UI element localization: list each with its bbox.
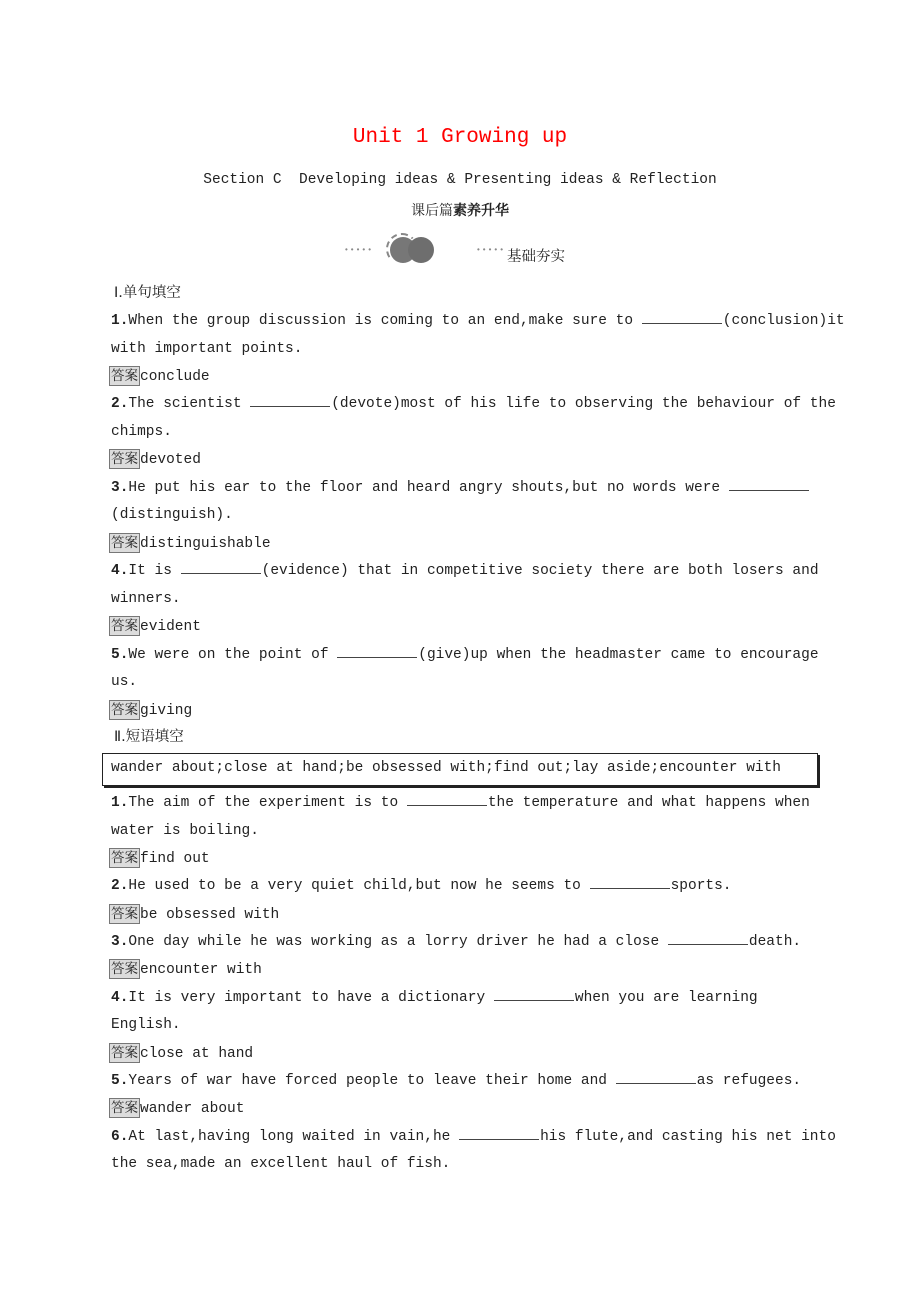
section1-heading: Ⅰ.单句填空	[114, 285, 181, 301]
s1-q3-line2: (distinguish).	[111, 507, 233, 523]
answer-tag: 答案	[111, 368, 138, 384]
answer-blank[interactable]	[668, 932, 748, 945]
subhead-normal: 课后篇	[411, 203, 453, 219]
dots-right-icon: •••••	[476, 246, 506, 255]
question-text: He put his ear to the floor and heard angry shouts,but no words were	[128, 480, 729, 496]
question-text: (devote)most of his life to observing the behaviour of the	[331, 396, 836, 412]
question-number: 2.	[111, 878, 129, 894]
question-number: 5.	[111, 647, 129, 663]
s2-q4-line1	[111, 988, 758, 1008]
s2-q2-answer	[109, 904, 279, 925]
question-text: (give)up when the headmaster came to encourage	[418, 647, 819, 663]
s2-q1-line2: water is boiling.	[111, 823, 259, 839]
question-number: 6.	[111, 1129, 129, 1145]
s1-q3-line1	[111, 478, 810, 498]
s1-q2-answer	[109, 449, 201, 470]
question-text: (conclusion)it	[722, 313, 845, 329]
answer-blank[interactable]	[729, 478, 809, 491]
s1-q2-line1	[111, 394, 836, 414]
question-text: (evidence) that in competitive society there are both losers and	[261, 563, 819, 579]
s2-q5-answer	[109, 1098, 244, 1119]
answer-text: distinguishable	[140, 535, 271, 552]
answer-blank[interactable]	[337, 645, 417, 658]
question-text: It is	[128, 563, 181, 579]
answer-blank[interactable]	[407, 793, 487, 806]
answer-text: encounter with	[140, 961, 262, 978]
unit-title: Unit 1 Growing up	[352, 126, 568, 149]
phrase-bank-box	[102, 753, 818, 786]
answer-tag: 答案	[111, 1045, 138, 1061]
question-text: as refugees.	[696, 1073, 802, 1089]
answer-text: conclude	[140, 368, 210, 385]
subhead-bold: 素养升华	[453, 203, 509, 219]
answer-tag: 答案	[111, 850, 138, 866]
answer-tag: 答案	[111, 535, 138, 551]
question-number: 2.	[111, 396, 129, 412]
answer-tag: 答案	[111, 451, 138, 467]
question-text: He used to be a very quiet child,but now he seems to	[128, 878, 590, 894]
answer-text: find out	[140, 850, 210, 867]
s1-q1-line2: with important points.	[111, 341, 303, 357]
answer-text: devoted	[140, 451, 201, 468]
question-text: The aim of the experiment is to	[128, 795, 407, 811]
answer-text: wander about	[140, 1100, 245, 1117]
s2-q2-line1	[111, 876, 732, 896]
s2-q5-line1	[111, 1071, 801, 1091]
s2-q1-answer	[109, 848, 210, 869]
question-number: 3.	[111, 934, 129, 950]
answer-blank[interactable]	[181, 561, 261, 574]
s2-q3-answer	[109, 959, 262, 980]
banner-label: 基础夯实	[507, 249, 565, 265]
s1-q4-line1	[111, 561, 819, 581]
answer-tag: 答案	[111, 961, 138, 977]
s1-q5-answer	[109, 700, 192, 721]
answer-tag: 答案	[111, 1100, 138, 1116]
circle-right-icon	[408, 237, 434, 263]
question-text: the temperature and what happens when	[487, 795, 810, 811]
s1-q4-line2: winners.	[111, 591, 181, 607]
answer-blank[interactable]	[494, 988, 574, 1001]
s1-q5-line1	[111, 645, 819, 665]
question-number: 1.	[111, 795, 129, 811]
answer-tag: 答案	[111, 702, 138, 718]
s2-q4-answer	[109, 1043, 253, 1064]
answer-blank[interactable]	[590, 876, 670, 889]
question-number: 3.	[111, 480, 129, 496]
answer-text: be obsessed with	[140, 906, 280, 923]
question-text: It is very important to have a dictionary	[128, 990, 494, 1006]
s1-q4-answer	[109, 616, 201, 637]
s1-q1-line1	[111, 311, 845, 331]
question-text: Years of war have forced people to leave their home and	[128, 1073, 616, 1089]
dots-left-icon: •••••	[344, 246, 374, 255]
question-text: At last,having long waited in vain,he	[128, 1129, 460, 1145]
question-text: when you are learning	[574, 990, 758, 1006]
answer-text: giving	[140, 702, 193, 719]
question-text: We were on the point of	[128, 647, 338, 663]
question-text: death.	[748, 934, 802, 950]
phrase-bank-text: wander about;close at hand;be obsessed with;find out;lay aside;encounter with	[111, 760, 782, 776]
question-number: 4.	[111, 563, 129, 579]
question-number: 4.	[111, 990, 129, 1006]
answer-blank[interactable]	[616, 1071, 696, 1084]
s1-q5-line2: us.	[111, 674, 138, 690]
question-text: sports.	[670, 878, 732, 894]
s2-q3-line1	[111, 932, 801, 952]
s2-q6-line2: the sea,made an excellent haul of fish.	[111, 1156, 451, 1172]
answer-text: close at hand	[140, 1045, 254, 1062]
answer-blank[interactable]	[250, 394, 330, 407]
question-number: 5.	[111, 1073, 129, 1089]
s2-q6-line1	[111, 1127, 836, 1147]
answer-blank[interactable]	[642, 311, 722, 324]
question-text: The scientist	[128, 396, 251, 412]
answer-blank[interactable]	[459, 1127, 539, 1140]
s2-q4-line2: English.	[111, 1017, 181, 1033]
question-text: One day while he was working as a lorry driver he had a close	[128, 934, 668, 950]
section2-heading: Ⅱ.短语填空	[114, 729, 184, 745]
question-text: his flute,and casting his net into	[540, 1129, 836, 1145]
section-banner	[344, 233, 584, 265]
answer-tag: 答案	[111, 618, 138, 634]
s2-q1-line1	[111, 793, 810, 813]
s1-q3-answer	[109, 533, 271, 554]
answer-text: evident	[140, 618, 201, 635]
s1-q1-answer	[109, 366, 210, 387]
s1-q2-line2: chimps.	[111, 424, 172, 440]
question-number: 1.	[111, 313, 129, 329]
answer-tag: 答案	[111, 906, 138, 922]
section-subtitle: Section C Developing ideas & Presenting ideas & Reflection	[203, 172, 717, 188]
question-text: When the group discussion is coming to an end,make sure to	[128, 313, 642, 329]
lesson-subhead	[0, 200, 920, 220]
